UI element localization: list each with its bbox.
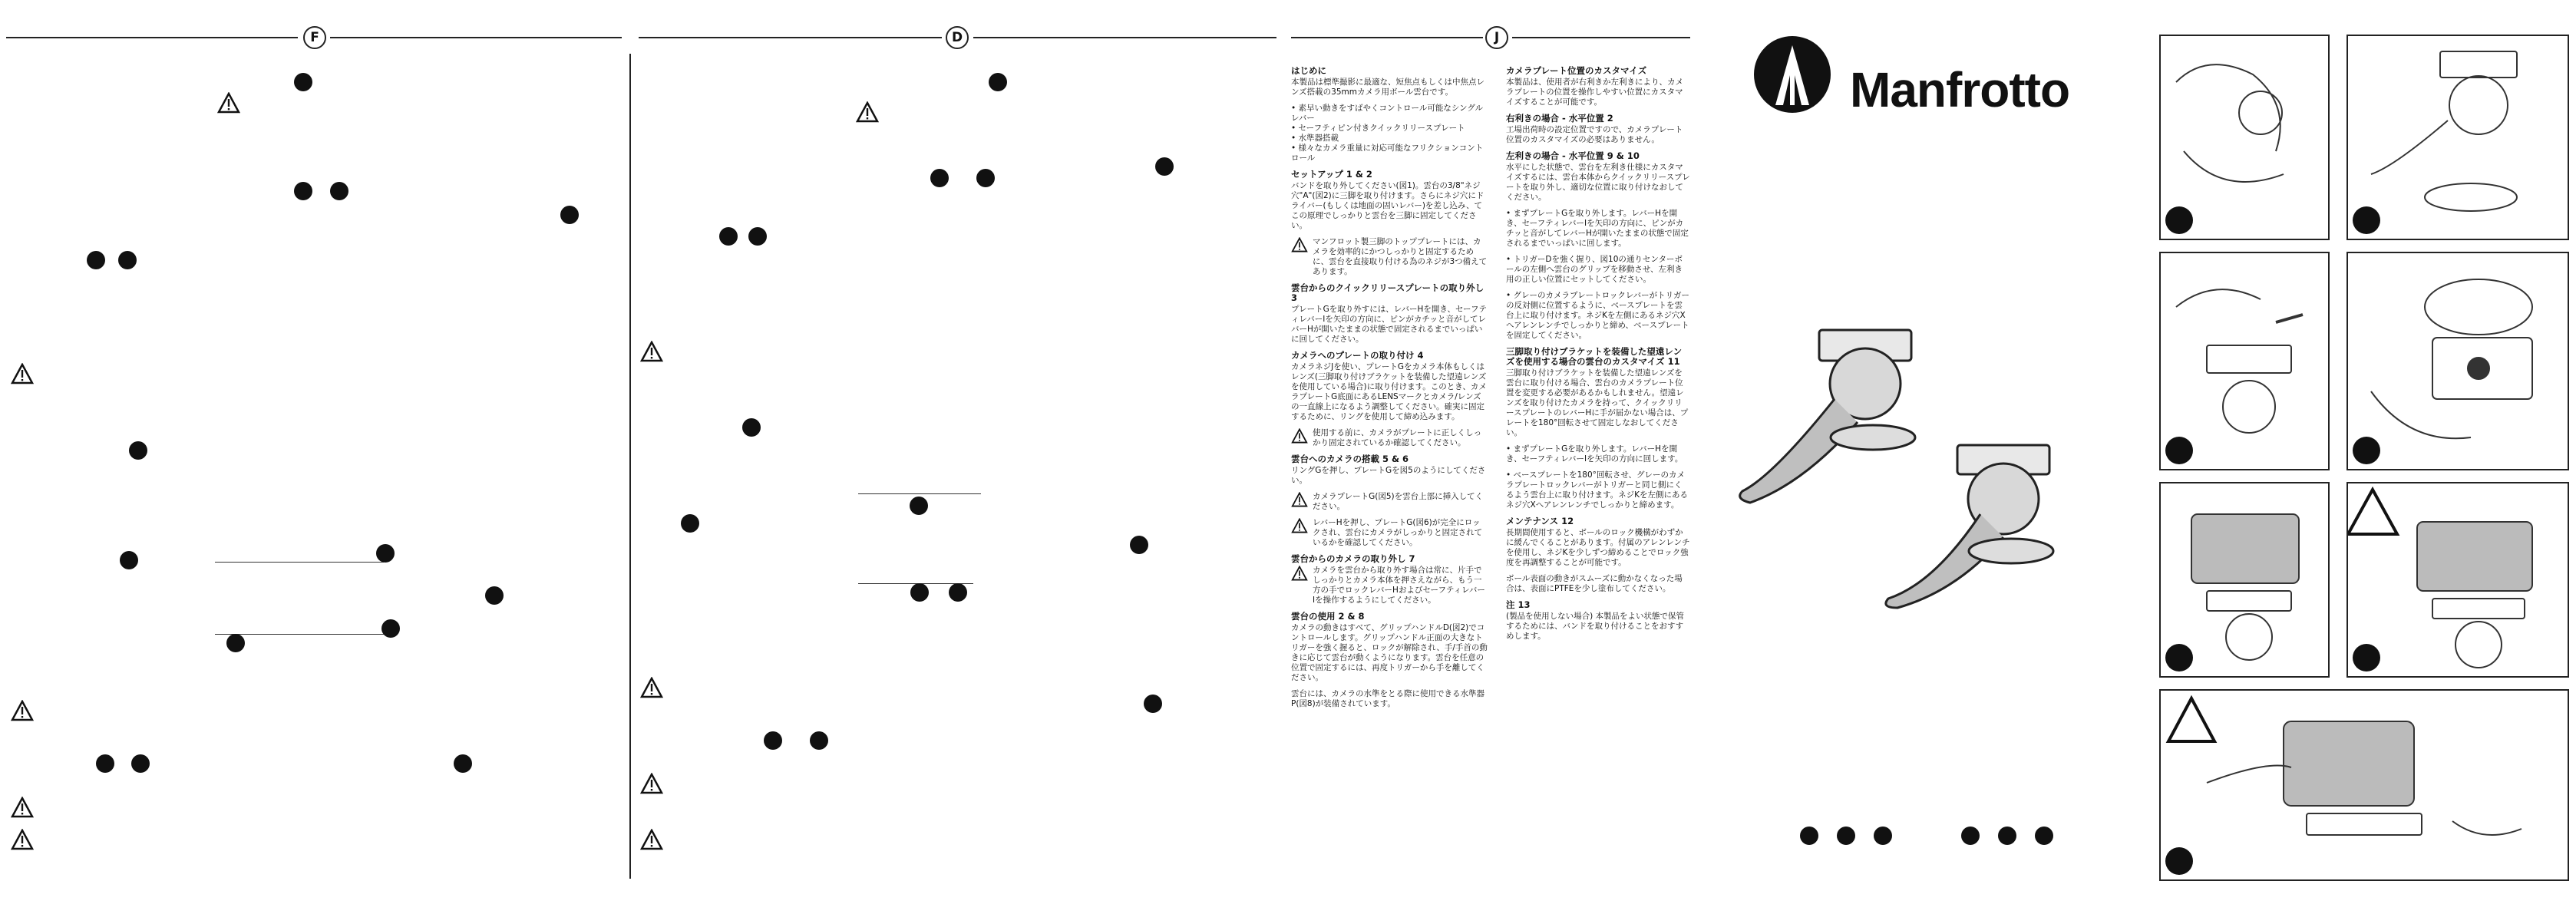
figure-number-badge — [2353, 437, 2380, 464]
section-title: 右利きの場合 - 水平位置 2 — [1506, 113, 1613, 124]
section-title: セットアップ 1 & 2 — [1291, 169, 1372, 180]
figure-marker — [1144, 695, 1162, 713]
warning-note — [1291, 428, 1488, 448]
figure-marker — [810, 731, 828, 750]
warning-icon — [1291, 518, 1308, 533]
section-body: 雲台には、カメラの水準をとる際に使用できる水準器P(図8)が装備されています。 — [1291, 689, 1485, 708]
figure-marker — [910, 497, 928, 515]
section-title: 雲台の使用 2 & 8 — [1291, 611, 1365, 622]
section-title: 左利きの場合 - 水平位置 9 & 10 — [1506, 150, 1640, 161]
weight-icon — [2035, 827, 2053, 845]
french-header-rule-left — [6, 37, 298, 38]
text-rule — [858, 493, 981, 494]
text-rule — [215, 562, 384, 563]
step-item: • グレーのカメラプレートロックレバーがトリガーの反対側に位置するように、ベースプレートを雲台上に取り付けます。ネジKを左側にあるネジ穴Xへアレンレンチでしっかりと締め、ベースプレートを固定してください。 — [1506, 291, 1690, 340]
german-header-rule-right — [973, 37, 1276, 38]
japanese-header-rule-right — [1512, 37, 1690, 38]
camera-plate-drawing — [2348, 253, 2569, 470]
warning-text: マンフロット製三脚のトッププレートには、カメラを効率的にかつしっかりと固定するために、雲台を直接取り付ける為のネジが3つ備えてあります。 — [1313, 237, 1488, 276]
step-item: • トリガーDを強く握り、図10の通りセンターボールの左側へ雲台のグリップを移動させ、左利き用の正しい位置にセットしてください。 — [1506, 255, 1683, 284]
figure-marker — [226, 634, 245, 652]
figure-number-badge — [2353, 644, 2380, 671]
figure-marker — [131, 754, 150, 773]
camera-lock-drawing — [2348, 483, 2569, 678]
feature-item: • 様々なカメラ重量に対応可能なフリクションコントロール — [1291, 144, 1484, 163]
tripod-icon — [1800, 827, 1818, 845]
warning-text: カメラを雲台から取り外す場合は常に、片手でしっかりとカメラ本体を押さえながら、もう一方の手でロックレバーHおよびセーフティレバーIを操作するようにしてください。 — [1313, 566, 1485, 605]
warning-icon — [11, 363, 34, 384]
figure-marker — [118, 251, 137, 269]
section-body: 本製品は標準撮影に最適な、短焦点もしくは中焦点レンズ搭載の35mmカメラ用ボール雲台です。 — [1291, 78, 1485, 97]
ballhead-drawing — [2348, 36, 2569, 240]
figure-marker — [748, 227, 767, 246]
step-item: • まずプレートGを取り外します。レバーHを開き、セーフティレバーIを矢印の方向に回します。 — [1506, 444, 1683, 464]
warning-icon — [640, 829, 663, 850]
figure-number-badge — [2165, 847, 2193, 875]
manfrotto-logo-icon — [1752, 35, 1832, 114]
figure-panel-4 — [2346, 252, 2569, 470]
section-title: 三脚取り付けブラケットを装備した望遠レンズを使用する場合の雲台のカスタマイズ 11 — [1506, 346, 1683, 367]
warning-icon — [217, 92, 240, 114]
camera-removal-drawing — [2161, 691, 2569, 881]
column-divider — [629, 54, 631, 879]
figure-marker — [719, 227, 738, 246]
figure-marker — [330, 182, 348, 200]
figure-marker — [560, 206, 579, 224]
figure-marker — [87, 251, 105, 269]
figure-marker — [96, 754, 114, 773]
section-body: 本製品は、使用者が右利きか左利きにより、カメラプレートの位置を操作しやすい位置にカスタマイズすることが可能です。 — [1506, 78, 1683, 107]
section-title: 注 13 — [1506, 599, 1531, 610]
figure-number-badge — [2165, 644, 2193, 671]
warning-icon — [1291, 428, 1308, 444]
figure-marker — [681, 514, 699, 533]
section-title: メンテナンス 12 — [1506, 516, 1574, 526]
figure-number-badge — [2165, 437, 2193, 464]
language-badge-german: D — [946, 26, 969, 49]
section-title: 雲台からのクイックリリースプレートの取り外し 3 — [1291, 282, 1485, 303]
tripod-icon — [1961, 827, 1980, 845]
section-body: ボール表面の動きがスムーズに動かなくなった場合は、表面にPTFEを少し塗布してください。 — [1506, 574, 1683, 593]
warning-note — [1291, 566, 1488, 605]
section-body: 水平にした状態で、雲台を左利き仕様にカスタマイズするには、雲台本体からクイックリリースプレートを取り外し、適切な位置に取り付けなおしてください。 — [1506, 163, 1690, 202]
section-body: 工場出荷時の設定位置ですので、カメラプレート位置のカスタマイズの必要はありません。 — [1506, 125, 1683, 144]
section-title: 雲台からのカメラの取り外し 7 — [1291, 553, 1415, 564]
figure-panel-6 — [2346, 482, 2569, 678]
symbol-row-left — [1800, 827, 1892, 845]
step-item: • まずプレートGを取り外します。レバーHを開き、セーフティレバーIを矢印の方向に、ピンがカチッと音がしてレバーHが開いたままの状態で固定されるまでいっぱいに回します。 — [1506, 209, 1689, 248]
section-title: 雲台へのカメラの搭載 5 & 6 — [1291, 454, 1409, 464]
french-header-rule-right — [330, 37, 622, 38]
warning-text: レバーHを押し、プレートG(図6)が完全にロックされ、雲台にカメラがしっかりと固定されているかを確認してください。 — [1313, 518, 1483, 547]
figure-panel-7 — [2159, 689, 2569, 881]
figure-marker — [930, 169, 949, 187]
feature-item: • 水準器搭載 — [1291, 134, 1339, 143]
figure-marker — [376, 544, 395, 563]
figure-marker — [294, 182, 312, 200]
warning-icon — [640, 677, 663, 698]
product-illustration — [1727, 307, 2126, 629]
section-body: プレートGを取り外すには、レバーHを開き、セーフティレバーIを矢印の方向に、ピンがカチッと音がしてレバーHが開いたままの状態で固定されるまでいっぱいに回してください。 — [1291, 305, 1488, 344]
japanese-column-1 — [1291, 66, 1488, 715]
language-badge-french: F — [303, 26, 326, 49]
warning-icon — [11, 797, 34, 818]
figure-marker — [976, 169, 995, 187]
warning-text: カメラプレートG(図5)を雲台上部に挿入してください。 — [1313, 492, 1484, 511]
section-body: (製品を使用しない場合) 本製品をよい状態で保管するためには、バンドを取り付けることをおすすめします。 — [1506, 612, 1685, 641]
warning-icon — [1291, 566, 1308, 581]
figure-panel-5 — [2159, 482, 2330, 678]
japanese-column-2 — [1506, 66, 1690, 648]
warning-icon — [1291, 492, 1308, 507]
figure-marker — [949, 583, 967, 602]
figure-marker — [1130, 536, 1148, 554]
warning-note — [1291, 518, 1488, 548]
figure-marker — [454, 754, 472, 773]
warning-icon — [1291, 237, 1308, 252]
figure-marker — [742, 418, 761, 437]
german-header-rule-left — [639, 37, 942, 38]
section-body: 三脚取り付けブラケットを装備した望遠レンズを雲台に取り付ける場合、雲台のカメラプレート位置を変更する必要があるかもしれません。望遠レンズを取り付けたカメラを持って、クイックリリースプレートのレバーHに手が届かない場合は、プレートを180°回転させて固定しなおしてください。 — [1506, 368, 1689, 437]
section-body: バンドを取り外してください(図1)。雲台の3/8"ネジ穴"A"(図2)に三脚を取り付けます。さらにネジ穴にドライバー(もしくは地面の固いレバー)を差し込み、てこの原理でしっかりと雲台を三脚に固定してください。 — [1291, 181, 1485, 230]
step-item: • ベースプレートを180°回転させ、グレーのカメラプレートロックレバーがトリガーと同じ側にくるよう雲台上に取り付けます。ネジKを左側にあるネジ穴Xへアレンレンチでしっかりと締めます。 — [1506, 470, 1689, 510]
text-rule — [215, 634, 391, 635]
feature-item: • 素早い動きをすばやくコントロール可能なシングルレバー — [1291, 104, 1484, 123]
figure-marker — [910, 583, 929, 602]
symbol-row-right — [1961, 827, 2053, 845]
brand-name: Manfrotto — [1850, 62, 2070, 117]
lock-icon — [1998, 827, 2016, 845]
figure-number-badge — [2165, 206, 2193, 234]
feature-item: • セーフティピン付きクイックリリースプレート — [1291, 124, 1465, 133]
figure-marker — [1155, 157, 1174, 176]
section-title: カメラへのプレートの取り付け 4 — [1291, 350, 1424, 361]
figure-marker — [129, 441, 147, 460]
figure-marker — [989, 73, 1007, 91]
weight-icon — [1874, 827, 1892, 845]
section-title: カメラプレート位置のカスタマイズ — [1506, 65, 1647, 76]
figure-number-badge — [2353, 206, 2380, 234]
warning-icon — [640, 341, 663, 362]
figure-panel-2 — [2346, 35, 2569, 240]
warning-icon — [11, 829, 34, 850]
warning-icon — [640, 773, 663, 794]
warning-icon — [856, 101, 879, 123]
warning-icon — [11, 700, 34, 721]
warning-note — [1291, 237, 1488, 277]
language-badge-japanese: J — [1485, 26, 1508, 49]
figure-marker — [764, 731, 782, 750]
figure-panel-1 — [2159, 35, 2330, 240]
section-title: はじめに — [1291, 65, 1326, 76]
warning-text: 使用する前に、カメラがプレートに正しくしっかり固定されているか確認してください。 — [1313, 428, 1482, 447]
figure-marker — [120, 551, 138, 569]
warning-note — [1291, 492, 1488, 512]
section-body: カメラの動きはすべて、グリップハンドルD(図2)でコントロールします。グリップハンドル正面の大きなトリガーを強く握ると、ロックが解除され、手/手首の動きに応じて雲台が動くようになります。雲台を任意の位置で固定するには、再度トリガーから手を離してください。 — [1291, 623, 1488, 682]
figure-marker — [381, 619, 400, 638]
figure-panel-3 — [2159, 252, 2330, 470]
figure-marker — [294, 73, 312, 91]
section-body: 長期間使用すると、ボールのロック機構がわずかに緩んでくることがあります。付属のアレンレンチを使用し、ネジKを少しずつ締めることでロック強度を再調整することが可能です。 — [1506, 528, 1690, 567]
section-body: リングGを押し、プレートGを図5のようにしてください。 — [1291, 466, 1486, 485]
section-body: カメラネジJを使い、プレートGをカメラ本体もしくはレンズ(三脚取り付けブラケットを装備した望遠レンズを使用している場合)に取り付けます。このとき、カメラプレートG底面にあるLENSマークとカメラ/レンズの一直線上になるよう調整してください。確実に固定するために、リングを使用して締め込みます。 — [1291, 362, 1487, 421]
lock-icon — [1837, 827, 1855, 845]
figure-marker — [485, 586, 504, 605]
japanese-header-rule-left — [1291, 37, 1483, 38]
